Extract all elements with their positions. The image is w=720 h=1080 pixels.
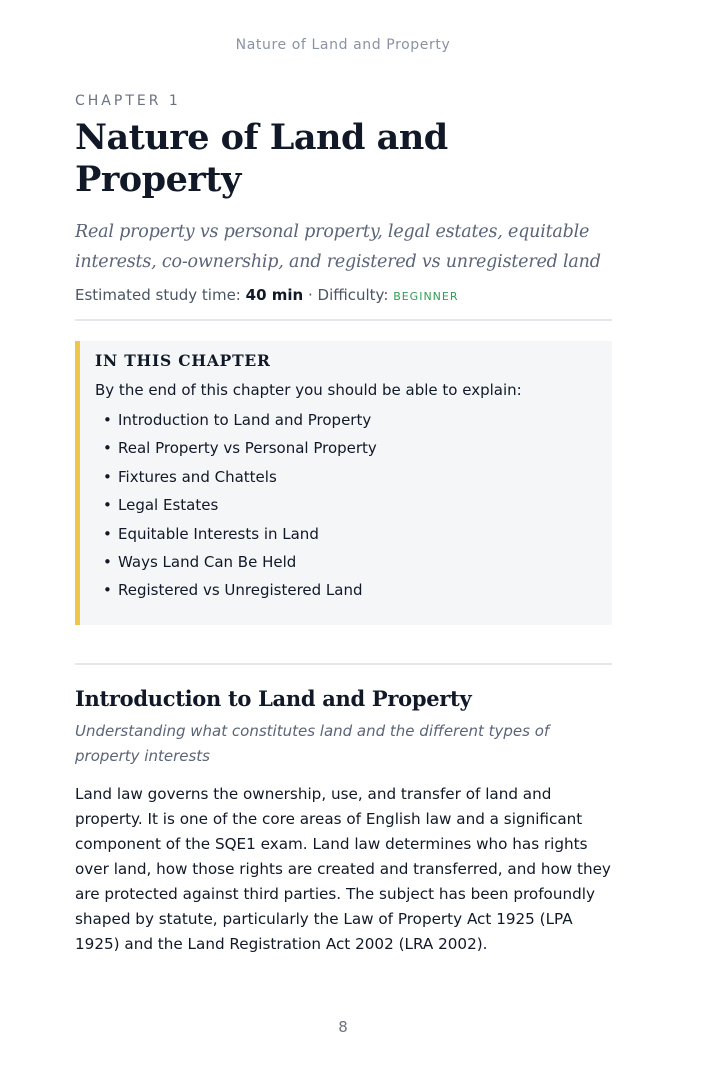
list-item-label: Real Property vs Personal Property <box>118 439 377 458</box>
list-item-label: Ways Land Can Be Held <box>118 553 297 572</box>
section-body: Land law governs the ownership, use, and transfer of land and property. It is one of the core areas of English law and a significant component of the SQE1 exam. Land law determines who has rights over land, how those rights are created and transferred, and how they are protected against third parties. The subject has been profoundly shaped by statute, particularly the Law of Property Act 1925 (LPA 1925) and the Land Registration Act 2002 (LRA 2002). <box>75 784 611 953</box>
list-item <box>103 434 596 462</box>
list-item-label: Equitable Interests in Land <box>118 524 319 543</box>
list-item-label: Introduction to Land and Property <box>118 411 372 429</box>
section-subtitle: Understanding what constitutes land and the different types of property interests <box>75 721 550 765</box>
list-item <box>103 576 596 604</box>
list-item-label: Legal Estates <box>118 496 219 515</box>
difficulty-label: Difficulty: <box>317 286 389 304</box>
list-item <box>103 491 596 519</box>
difficulty-badge: BEGINNER <box>393 290 459 303</box>
section-divider <box>75 663 612 665</box>
bullet-icon: • <box>103 524 112 543</box>
list-item-label: Fixtures and Chattels <box>118 467 277 486</box>
bullet-icon: • <box>103 496 112 515</box>
chapter-meta <box>75 284 612 308</box>
page-number: 8 <box>338 1018 348 1036</box>
bullet-icon: • <box>103 439 112 458</box>
list-item <box>103 406 596 434</box>
callout-title: IN THIS CHAPTER <box>95 351 271 370</box>
study-time-value: 40 min <box>245 286 304 304</box>
list-item <box>103 463 596 491</box>
bullet-icon: • <box>103 581 112 600</box>
chapter-label: CHAPTER 1 <box>75 93 181 109</box>
meta-separator: · <box>307 286 313 304</box>
list-item <box>103 520 596 548</box>
objectives-list <box>95 406 596 605</box>
chapter-overview-callout <box>75 341 612 625</box>
callout-intro: By the end of this chapter you should be able to explain: <box>95 381 522 399</box>
list-item-label: Registered vs Unregistered Land <box>118 581 363 600</box>
bullet-icon: • <box>103 467 112 486</box>
chapter-title: Nature of Land and Property <box>75 117 448 200</box>
bullet-icon: • <box>103 411 112 429</box>
chapter-subtitle: Real property vs personal property, legal estates, equitable interests, co-ownership, and registered vs unregistered land <box>75 222 601 272</box>
running-header: Nature of Land and Property <box>235 37 451 53</box>
list-item <box>103 548 596 576</box>
bullet-icon: • <box>103 553 112 572</box>
header-divider <box>75 319 612 321</box>
chapter-content <box>75 92 612 957</box>
study-time-label: Estimated study time: <box>75 286 241 304</box>
section-title: Introduction to Land and Property <box>75 685 472 711</box>
